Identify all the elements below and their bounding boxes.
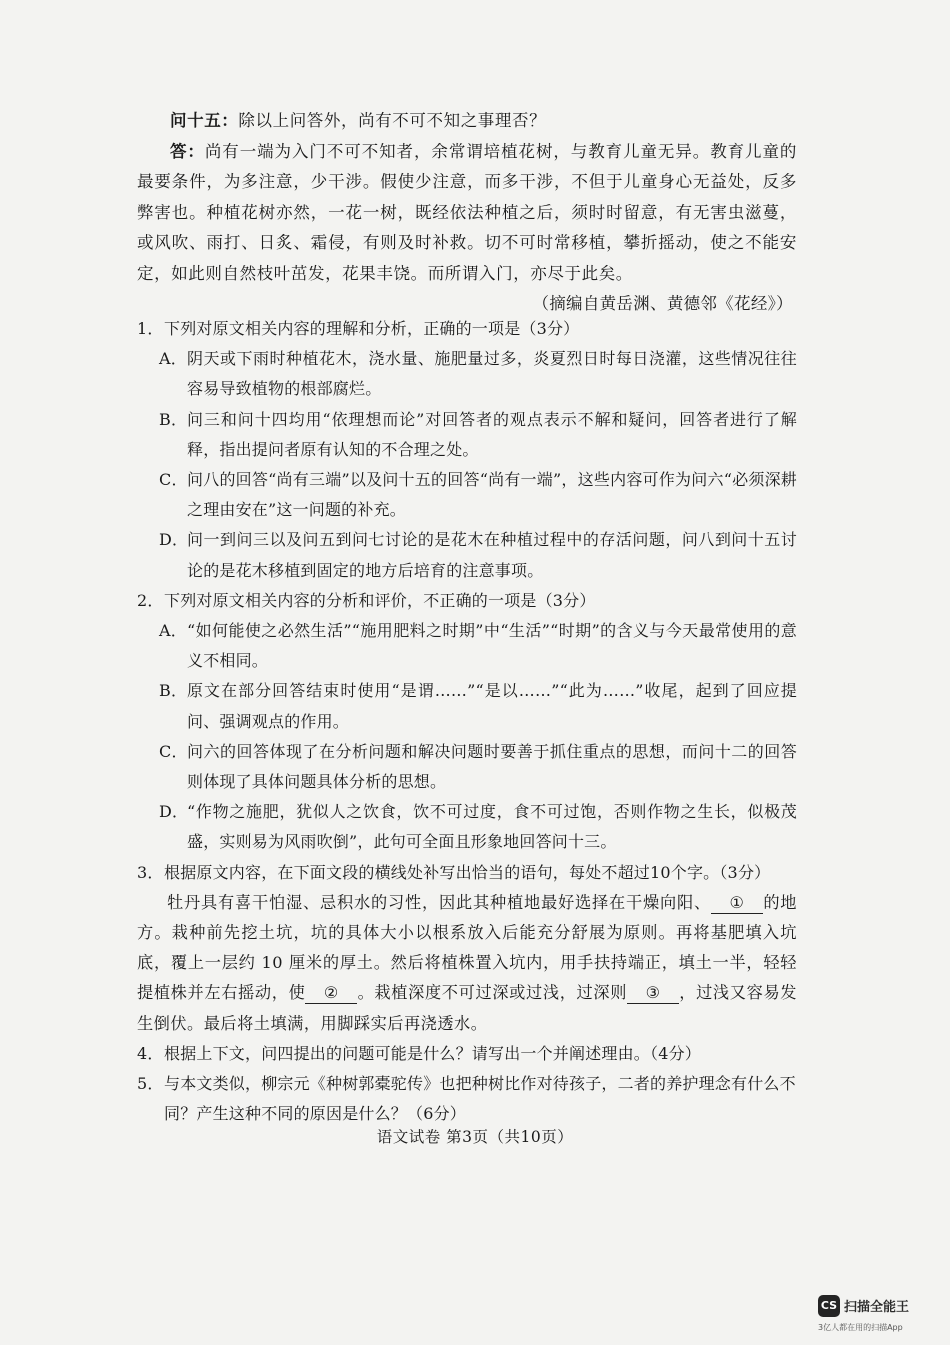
option-c: [137, 465, 797, 525]
answer-label: 答：: [170, 141, 205, 161]
option-text: 阴天或下雨时种植花木，浇水量、施肥量过多，炎夏烈日时每日浇灌，这些情况往往容易导致植物的根部腐烂。: [187, 349, 797, 399]
question-1: [137, 314, 797, 586]
passage-source: （摘编自黄岳渊、黄德邻《花经》）: [532, 294, 793, 313]
option-text: 问六的回答体现了在分析问题和解决问题时要善于抓住重点的思想，而问十二的回答则体现了具体问题具体分析的思想。: [187, 741, 797, 792]
option-label: A．: [159, 621, 187, 641]
option-b: [137, 405, 797, 465]
option-a: [137, 616, 797, 676]
option-label: B．: [159, 409, 188, 429]
question-number: 5．: [137, 1074, 164, 1094]
camscanner-logo-icon: CS: [818, 1295, 840, 1317]
question-number: 3．: [137, 862, 164, 882]
question-4: [137, 1039, 797, 1069]
question-fifteen: [137, 106, 797, 137]
watermark-app-name: 扫描全能王: [844, 1300, 910, 1315]
option-label: C．: [159, 470, 188, 490]
option-text: “作物之施肥，犹似人之饮食，饮不可过度，食不可过饱，否则作物之生长，似极茂盛，实则易为风雨吹倒”，此句可全面且形象地回答问十三。: [187, 802, 797, 852]
answer-text: 尚有一端为入门不可不知者，余常谓培植花树，与教育儿童无异。教育儿童的最要条件，为多注意，少干涉。假使少注意，而多干涉，不但于儿童身心无益处，反多弊害也。种植花树亦然，一花一树，既经依法种植之后，须时时留意，有无害虫滋蔓，或风吹、雨打、日炙、霜侵，有则及时补救。切不可时常移植，攀折摇动，使之不能安定，如此则自然枝叶茁发，花果丰饶。而所谓入门，亦尽于此矣。: [137, 141, 797, 283]
option-text: 原文在部分回答结束时使用“是谓……”“是以……”“此为……”收尾，起到了回应提问、强调观点的作用。: [187, 681, 797, 731]
option-label: C．: [159, 741, 188, 761]
question-stem: [137, 1069, 797, 1129]
answer-paragraph: [137, 137, 797, 290]
option-a: [137, 344, 797, 404]
option-label: B．: [159, 681, 188, 701]
scanner-watermark: [818, 1291, 930, 1339]
option-text: 问八的回答“尚有三端”以及问十五的回答“尚有一端”，这些内容可作为问六“必须深耕之理由安在”这一问题的补充。: [187, 470, 797, 520]
option-label: A．: [159, 349, 187, 369]
option-c: [137, 737, 797, 797]
questions-section: [137, 314, 797, 1129]
question-text: 根据上下文，问四提出的问题可能是什么？请写出一个并阐述理由。（4分）: [164, 1043, 701, 1063]
option-d: [137, 797, 797, 857]
option-b: [137, 676, 797, 736]
question-stem: [137, 1039, 797, 1069]
option-label: D．: [159, 802, 189, 822]
question-text: 下列对原文相关内容的分析和评价，不正确的一项是（3分）: [164, 590, 596, 610]
question-number: 2．: [137, 590, 164, 610]
option-text: 问一到问三以及问五到问七讨论的是花木在种植过程中的存活问题，问八到问十五讨论的是花木移植到固定的地方后培育的注意事项。: [187, 530, 797, 580]
fill-text-part: 。栽植深度不可过深或过浅，过深则: [357, 983, 628, 1003]
page-footer: 语文试卷 第3页（共10页）: [376, 1128, 574, 1146]
fill-text-part: 的地方。栽种前先挖土坑，坑的具体大小以根系放入后能充分舒展为原则。再将基肥填入坑底，覆上一层约 10 厘米的厚土。然后将植株置入坑内，用手扶持端正，填土一半，轻轻提植株并左右摇动，使: [137, 892, 797, 1003]
fill-blank-2[interactable]: ②: [305, 983, 357, 1004]
question-stem: [137, 314, 797, 344]
question-text: 根据原文内容，在下面文段的横线处补写出恰当的语句，每处不超过10个字。（3分）: [164, 862, 771, 882]
watermark-tagline: 3亿人都在用的扫描App: [818, 1323, 903, 1332]
question-text: 下列对原文相关内容的理解和分析，正确的一项是（3分）: [164, 319, 580, 338]
question-3: [137, 858, 797, 1039]
question-5: [137, 1069, 797, 1129]
fill-blank-1[interactable]: ①: [711, 893, 763, 914]
option-label: D．: [159, 530, 189, 550]
fill-in-passage: [137, 888, 797, 1039]
option-text: “如何能使之必然生活”“施用肥料之时期”中“生活”“时期”的含义与今天最常使用的意义不相同。: [187, 621, 797, 671]
question-2: [137, 586, 797, 858]
question-stem: [137, 858, 797, 888]
question-number: 1．: [137, 319, 164, 338]
question-stem: [137, 586, 797, 616]
question-fifteen-label: 问十五：: [170, 111, 239, 130]
passage-section: [137, 106, 797, 320]
fill-text-part: ，过浅又容易发生倒伏。最后将土填满，用脚踩实后再浇透水。: [137, 983, 797, 1033]
question-fifteen-text: 除以上问答外，尚有不可不知之事理否？: [238, 111, 547, 130]
question-text: 与本文类似，柳宗元《种树郭橐驼传》也把种树比作对待孩子，二者的养护理念有什么不同？产生这种不同的原因是什么？（6分）: [164, 1074, 796, 1124]
option-text: 问三和问十四均用“依理想而论”对回答者的观点表示不解和疑问，回答者进行了解释，指出提问者原有认知的不合理之处。: [187, 409, 797, 459]
fill-blank-3[interactable]: ③: [627, 983, 679, 1004]
fill-text-part: 牡丹具有喜干怕湿、忌积水的习性，因此其种植地最好选择在干燥向阳、: [167, 892, 711, 912]
question-number: 4．: [137, 1043, 164, 1063]
option-d: [137, 525, 797, 585]
